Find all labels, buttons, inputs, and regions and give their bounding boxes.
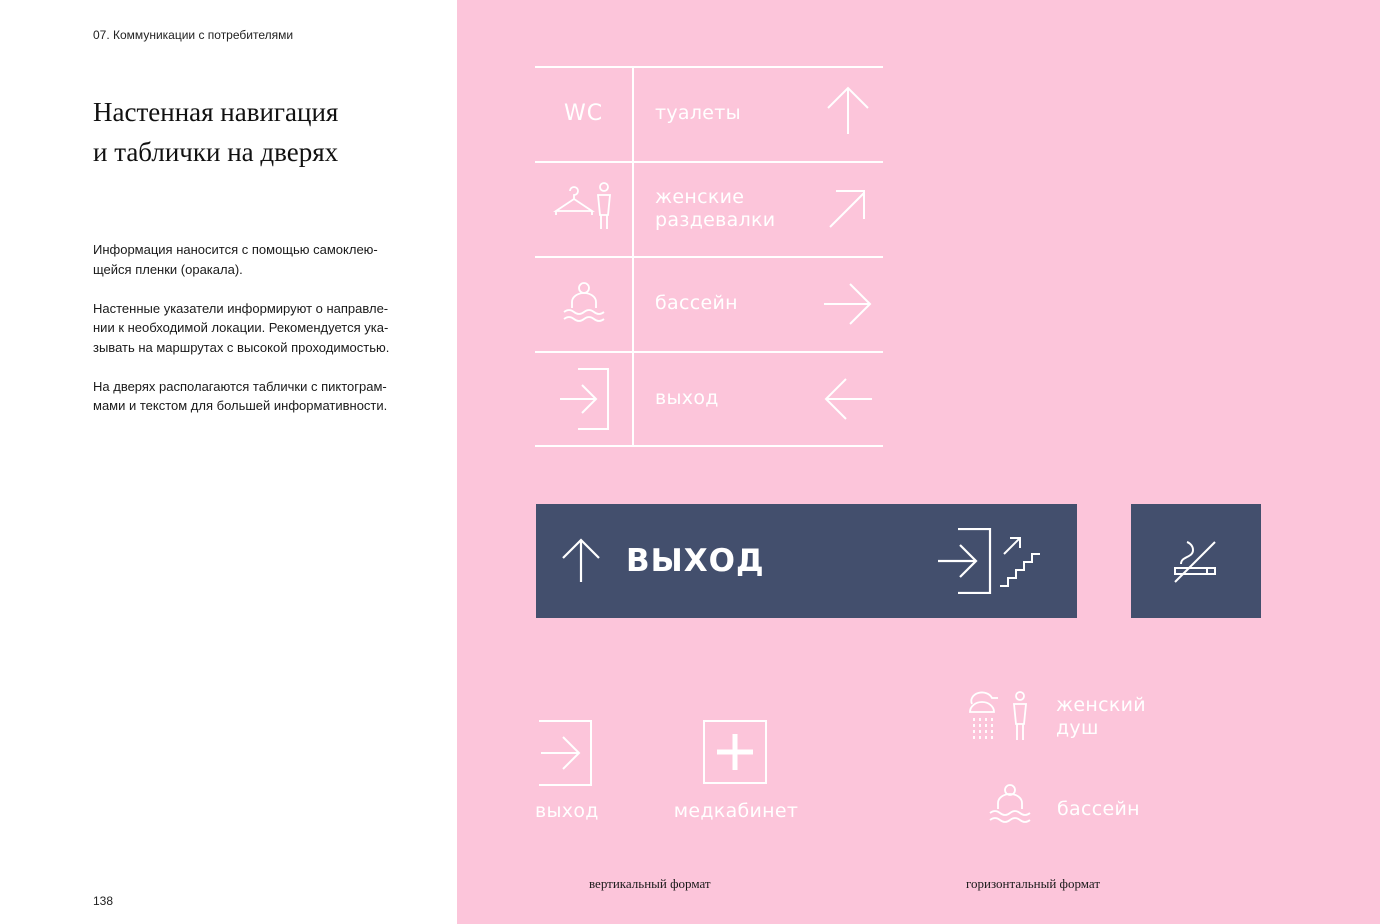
page-number: 138 <box>93 894 114 908</box>
shower-woman-icon <box>966 690 1032 744</box>
door-plate-pool <box>988 784 1158 844</box>
section-label: 07. Коммуникации с потребителями <box>93 28 294 42</box>
pool-swimmer-icon <box>562 282 606 326</box>
hanger-woman-icon <box>552 181 616 237</box>
nav-label-women-lockers <box>655 161 775 256</box>
caption-horizontal-format: горизонтальный формат <box>966 876 1100 891</box>
nav-label-exit: выход <box>655 387 719 409</box>
arrow-up-right-icon <box>818 179 878 239</box>
pool-swimmer-icon <box>988 784 1032 826</box>
exit-sign <box>536 504 1077 618</box>
door-plate-women-shower <box>966 690 1156 750</box>
body-text <box>93 240 413 435</box>
pictogram-cell <box>535 351 632 446</box>
nav-label-pool: бассейн <box>655 292 738 314</box>
wc-text: WC <box>563 101 604 126</box>
exit-door-icon <box>537 720 593 786</box>
nav-row-toilets <box>535 66 883 161</box>
page-title <box>93 92 338 172</box>
arrow-up-icon <box>556 536 606 586</box>
door-plate-exit-label: выход <box>535 800 599 822</box>
no-smoking-icon <box>1173 538 1219 584</box>
paragraph-2-line-2: нии к необходимой локации. Рекомендуется ука- <box>93 320 389 335</box>
wall-navigation-table <box>535 66 883 446</box>
door-plate-first-aid-label: медкабинет <box>673 800 799 822</box>
arrow-up-icon <box>818 84 878 144</box>
nav-row-women-lockers <box>535 161 883 256</box>
women-shower-label-line-2: душ <box>1056 717 1099 739</box>
paragraph-3 <box>93 377 413 416</box>
door-plate-exit <box>535 720 601 822</box>
arrow-right-icon <box>818 274 878 334</box>
exit-door-icon <box>936 528 992 594</box>
paragraph-1-line-2: щейся пленки (оракала). <box>93 261 243 277</box>
left-page <box>0 0 457 924</box>
pictogram-cell <box>535 256 632 351</box>
nav-label-line-2: раздевалки <box>655 208 776 231</box>
exit-sign-label: ВЫХОД <box>626 543 765 579</box>
arrow-left-icon <box>818 369 878 429</box>
pool-label: бассейн <box>1057 798 1140 820</box>
wc-pictogram <box>535 66 632 161</box>
paragraph-2-line-3: зывать на маршрутах с высокой проходимостью. <box>93 339 390 355</box>
paragraph-1-line-1: Информация наносится с помощью самоклею- <box>93 242 378 257</box>
caption-vertical-format: вертикальный формат <box>589 876 711 891</box>
paragraph-1 <box>93 240 413 279</box>
women-shower-label <box>1056 694 1146 740</box>
nav-label-line-1: женские <box>655 185 745 208</box>
nav-label-toilets: туалеты <box>655 102 741 124</box>
paragraph-2 <box>93 299 413 358</box>
nav-row-exit <box>535 351 883 446</box>
first-aid-icon <box>703 720 767 784</box>
page-title-line2: и таблички на дверях <box>93 137 339 167</box>
door-plate-first-aid <box>672 720 800 822</box>
paragraph-2-line-1: Настенные указатели информируют о направле- <box>93 300 389 316</box>
women-shower-label-line-1: женский <box>1056 694 1146 716</box>
paragraph-3-line-1: На дверях располагаются таблички с пиктограм- <box>93 378 387 394</box>
page-title-line1: Настенная навигация <box>93 97 339 127</box>
pictogram-cell <box>535 161 632 256</box>
paragraph-3-line-2: мами и текстом для большей информативности. <box>93 398 388 413</box>
stairs-icon <box>998 534 1042 588</box>
no-smoking-sign <box>1131 504 1261 618</box>
exit-door-icon <box>558 368 610 430</box>
nav-row-pool <box>535 256 883 351</box>
